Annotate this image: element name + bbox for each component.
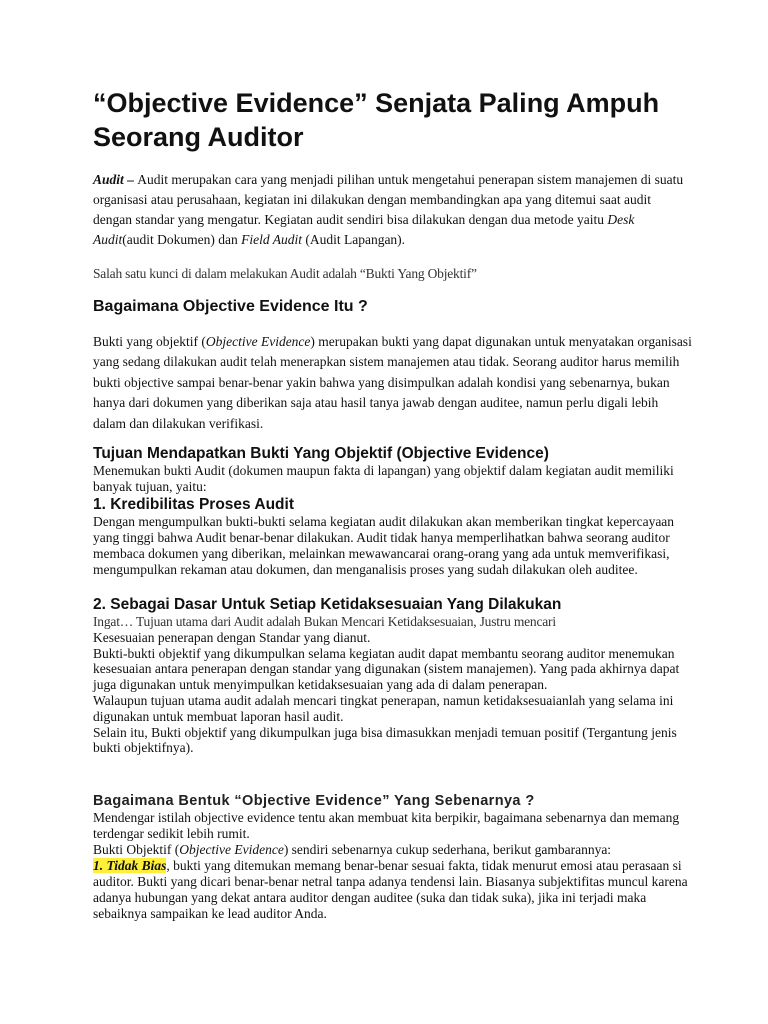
- point-heading-basis: 2. Sebagai Dasar Untuk Setiap Ketidaksesuaian Yang Dilakukan: [93, 596, 562, 613]
- intro-text-1: Audit merupakan cara yang menjadi pilihan untuk mengetahui penerapan sistem manajemen di suatu organisasi atau perusahaan, kegiatan ini dilakukan dengan membandingkan apa yang ditemui saat audit dengan standar yang mengatur. Kegiatan audit sendiri bisa dilakukan dengan dua metode yaitu: [93, 172, 684, 227]
- desk-audit-term: Desk Audit: [93, 212, 635, 247]
- s1-objective-evidence-term: Objective Evidence: [205, 334, 311, 349]
- reminder-line: Ingat… Tujuan utama dari Audit adalah Bukan Mencari Ketidaksesuaian, Justru mencari: [93, 614, 556, 629]
- point-body-basis: [93, 614, 693, 756]
- intro-paragraph: [93, 170, 693, 250]
- field-audit-term: Field Audit: [241, 232, 302, 247]
- section-body-form: [93, 810, 693, 922]
- form-p2-text-b: ) sendiri sebenarnya cukup sederhana, berikut gambarannya:: [283, 842, 612, 857]
- highlighted-item-label: 1. Tidak Bias: [93, 858, 167, 873]
- intro-term: Audit: [93, 172, 124, 187]
- section-heading-what-is: Bagaimana Objective Evidence Itu ?: [93, 298, 368, 315]
- item-text: , bukti yang ditemukan memang benar-benar sesuai fakta, tidak menurut emosi atau perasaan si auditor. Bukti yang dicari benar-benar netral tanpa adanya tendensi lain. Biasanya subjektifitas muncul karena adanya hubungan yang dekat antara auditor dengan auditee (suka dan tidak suka), jika ini terjadi maka sebaiknya sampaikan ke lead auditor Anda.: [93, 858, 688, 921]
- form-objective-evidence-term: Objective Evidence: [179, 842, 284, 857]
- basis-paragraph-1: Bukti-bukti objektif yang dikumpulkan selama kegiatan audit dapat membantu seorang auditor menemukan kesesuaian antara penerapan dengan standar yang digunakan (sistem manajemen). Yang pada akhirnya dapat juga digunakan untuk menyimpulkan ketidaksesuaian yang ada di dalam penerapan.: [93, 645, 680, 693]
- form-item-tidak-bias: [93, 858, 693, 922]
- intro-text-2: (audit Dokumen) dan: [122, 232, 242, 247]
- point-heading-credibility: 1. Kredibilitas Proses Audit: [93, 496, 294, 513]
- key-sentence: Salah satu kunci di dalam melakukan Audit adalah “Bukti Yang Objektif”: [93, 266, 477, 281]
- intro-dash: –: [123, 172, 138, 187]
- form-paragraph-2: [93, 842, 693, 858]
- basis-paragraph-2: Walaupun tujuan utama audit adalah mencari tingkat penerapan, namun ketidaksesuaianlah yang selama ini digunakan untuk membuat laporan hasil audit.: [93, 692, 674, 724]
- page-title: “Objective Evidence” Senjata Paling Ampuh Seorang Auditor: [93, 88, 660, 152]
- section-paragraph-what-is: [93, 332, 693, 434]
- section-paragraph-purpose: Menemukan bukti Audit (dokumen maupun fakta di lapangan) yang objektif dalam kegiatan audit memiliki banyak tujuan, yaitu:: [93, 463, 674, 494]
- point-paragraph-credibility: Dengan mengumpulkan bukti-bukti selama kegiatan audit dilakukan akan memberikan tingkat kepercayaan yang tinggi bahwa Audit benar-benar dilakukan. Audit tidak hanya memperlihatkan bahwa seorang auditor membaca dokumen yang diberikan, melainkan mewawancarai orang-orang yang ada untuk memverifikasi, mengumpulkan rekaman atau dokumen, dan menganalisis proses yang sudah dilakukan oleh auditee.: [93, 514, 675, 577]
- s1-text-2: ) merupakan bukti yang dapat digunakan untuk menyatakan organisasi yang sedang dilakukan audit telah menerapkan sistem manajemen atau tidak. Seorang auditor harus memilih bukti objective sampai benar-benar yakin bahwa yang disimpulkan adalah kondisi yang sebenarnya, bukan hanya dari dokumen yang diberikan saja atau hasil tanya jawab dengan auditee, namun perlu digali lebih dalam dan dilakukan verifikasi.: [93, 334, 692, 431]
- s1-text-1: Bukti yang objektif (: [93, 334, 206, 349]
- section-heading-purpose: Tujuan Mendapatkan Bukti Yang Objektif (Objective Evidence): [93, 445, 549, 462]
- section-heading-form: Bagaimana Bentuk “Objective Evidence” Yang Sebenarnya ?: [93, 793, 535, 809]
- intro-text-3: (Audit Lapangan).: [301, 232, 406, 247]
- form-paragraph-1: Mendengar istilah objective evidence tentu akan membuat kita berpikir, bagaimana sebenarnya dan memang terdengar sedikit lebih rumit.: [93, 810, 680, 841]
- reminder-line-2: Kesesuaian penerapan dengan Standar yang dianut.: [93, 629, 371, 645]
- basis-paragraph-3: Selain itu, Bukti objektif yang dikumpulkan juga bisa dimasukkan menjadi temuan positif (Tergantung jenis bukti objektifnya).: [93, 724, 677, 756]
- form-p2-text-a: Bukti Objektif (: [93, 842, 180, 857]
